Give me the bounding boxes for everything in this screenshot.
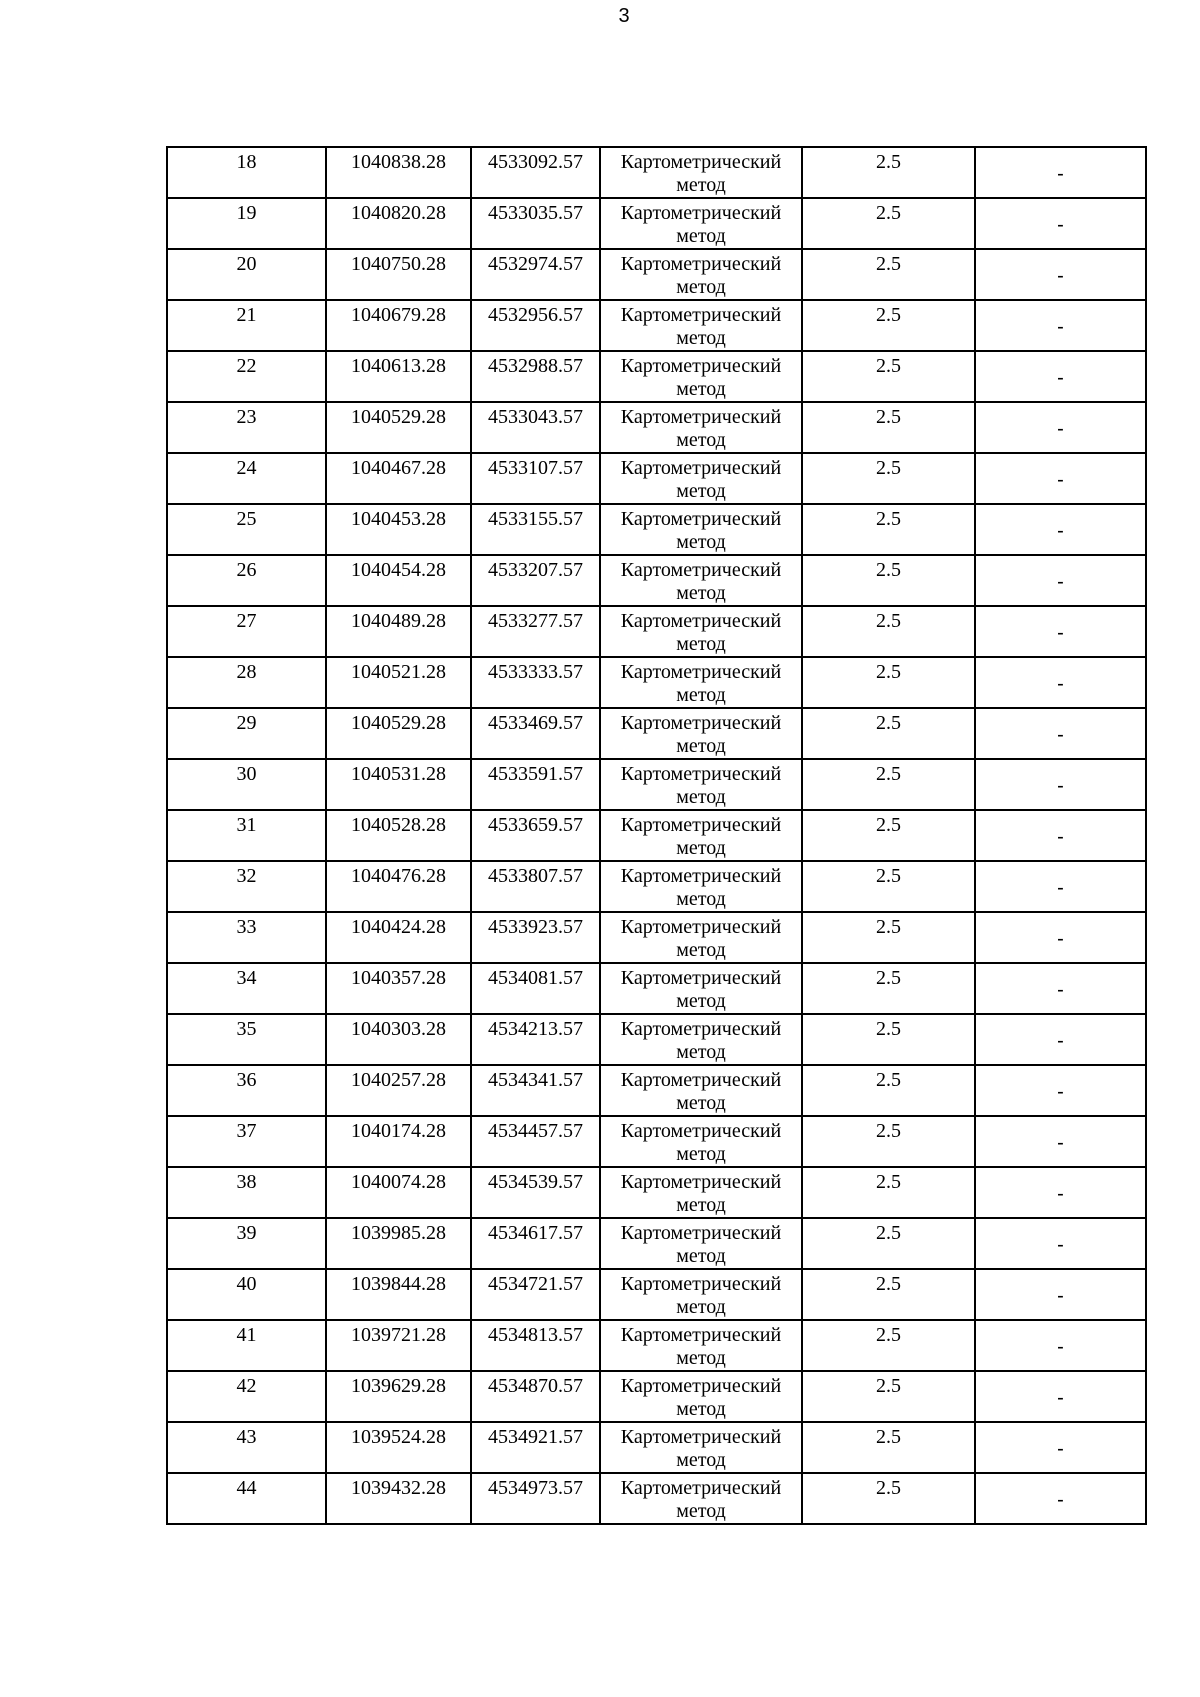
y-coordinate-cell: 4533207.57 bbox=[471, 555, 600, 606]
method-cell bbox=[600, 1320, 802, 1371]
method-line-1: Картометрический bbox=[620, 406, 782, 428]
x-coordinate-cell: 1039721.28 bbox=[326, 1320, 471, 1371]
point-number-cell: 22 bbox=[167, 351, 326, 402]
table-row bbox=[167, 402, 1146, 453]
accuracy-cell: 2.5 bbox=[802, 300, 975, 351]
method-cell bbox=[600, 861, 802, 912]
note-cell: - bbox=[975, 351, 1146, 402]
table-row bbox=[167, 912, 1146, 963]
table-row bbox=[167, 1422, 1146, 1473]
x-coordinate-cell: 1040529.28 bbox=[326, 402, 471, 453]
note-cell: - bbox=[975, 1116, 1146, 1167]
method-line-1: Картометрический bbox=[620, 457, 782, 479]
point-number-cell: 28 bbox=[167, 657, 326, 708]
method-line-2: метод bbox=[676, 1500, 726, 1522]
method-cell bbox=[600, 1014, 802, 1065]
table-row bbox=[167, 1065, 1146, 1116]
method-cell bbox=[600, 963, 802, 1014]
note-cell: - bbox=[975, 1167, 1146, 1218]
method-cell bbox=[600, 759, 802, 810]
x-coordinate-cell: 1040679.28 bbox=[326, 300, 471, 351]
accuracy-cell: 2.5 bbox=[802, 861, 975, 912]
method-cell bbox=[600, 198, 802, 249]
accuracy-cell: 2.5 bbox=[802, 249, 975, 300]
note-cell: - bbox=[975, 861, 1146, 912]
point-number-cell: 32 bbox=[167, 861, 326, 912]
accuracy-cell: 2.5 bbox=[802, 1473, 975, 1524]
accuracy-cell: 2.5 bbox=[802, 198, 975, 249]
y-coordinate-cell: 4533277.57 bbox=[471, 606, 600, 657]
method-line-1: Картометрический bbox=[620, 967, 782, 989]
x-coordinate-cell: 1040531.28 bbox=[326, 759, 471, 810]
note-cell: - bbox=[975, 1065, 1146, 1116]
method-line-2: метод bbox=[676, 684, 726, 706]
note-cell: - bbox=[975, 1014, 1146, 1065]
coordinates-table bbox=[166, 146, 1147, 1525]
accuracy-cell: 2.5 bbox=[802, 657, 975, 708]
note-cell: - bbox=[975, 912, 1146, 963]
method-line-1: Картометрический bbox=[620, 610, 782, 632]
table-row bbox=[167, 300, 1146, 351]
method-line-1: Картометрический bbox=[620, 151, 782, 173]
x-coordinate-cell: 1040357.28 bbox=[326, 963, 471, 1014]
method-line-1: Картометрический bbox=[620, 661, 782, 683]
method-line-1: Картометрический bbox=[620, 814, 782, 836]
y-coordinate-cell: 4534617.57 bbox=[471, 1218, 600, 1269]
note-cell: - bbox=[975, 1320, 1146, 1371]
accuracy-cell: 2.5 bbox=[802, 504, 975, 555]
accuracy-cell: 2.5 bbox=[802, 759, 975, 810]
method-cell bbox=[600, 147, 802, 198]
note-cell: - bbox=[975, 708, 1146, 759]
accuracy-cell: 2.5 bbox=[802, 555, 975, 606]
method-line-2: метод bbox=[676, 1398, 726, 1420]
page-number: 3 bbox=[618, 5, 630, 27]
y-coordinate-cell: 4533807.57 bbox=[471, 861, 600, 912]
point-number-cell: 35 bbox=[167, 1014, 326, 1065]
method-line-2: метод bbox=[676, 429, 726, 451]
x-coordinate-cell: 1040424.28 bbox=[326, 912, 471, 963]
method-line-2: метод bbox=[676, 837, 726, 859]
method-cell bbox=[600, 249, 802, 300]
method-line-1: Картометрический bbox=[620, 355, 782, 377]
table-row bbox=[167, 147, 1146, 198]
table-row bbox=[167, 1473, 1146, 1524]
point-number-cell: 43 bbox=[167, 1422, 326, 1473]
x-coordinate-cell: 1040750.28 bbox=[326, 249, 471, 300]
x-coordinate-cell: 1039629.28 bbox=[326, 1371, 471, 1422]
method-line-2: метод bbox=[676, 582, 726, 604]
method-line-1: Картометрический bbox=[620, 1426, 782, 1448]
method-line-2: метод bbox=[676, 1092, 726, 1114]
method-line-2: метод bbox=[676, 735, 726, 757]
method-line-2: метод bbox=[676, 1296, 726, 1318]
table-row bbox=[167, 657, 1146, 708]
table-row bbox=[167, 861, 1146, 912]
y-coordinate-cell: 4534921.57 bbox=[471, 1422, 600, 1473]
point-number-cell: 21 bbox=[167, 300, 326, 351]
point-number-cell: 42 bbox=[167, 1371, 326, 1422]
point-number-cell: 33 bbox=[167, 912, 326, 963]
method-line-1: Картометрический bbox=[620, 1069, 782, 1091]
method-line-2: метод bbox=[676, 1449, 726, 1471]
y-coordinate-cell: 4534870.57 bbox=[471, 1371, 600, 1422]
method-cell bbox=[600, 351, 802, 402]
method-cell bbox=[600, 1218, 802, 1269]
method-line-2: метод bbox=[676, 378, 726, 400]
note-cell: - bbox=[975, 300, 1146, 351]
method-line-2: метод bbox=[676, 633, 726, 655]
y-coordinate-cell: 4534341.57 bbox=[471, 1065, 600, 1116]
method-cell bbox=[600, 708, 802, 759]
table-row bbox=[167, 606, 1146, 657]
table-row bbox=[167, 759, 1146, 810]
accuracy-cell: 2.5 bbox=[802, 1065, 975, 1116]
method-line-1: Картометрический bbox=[620, 253, 782, 275]
table-row bbox=[167, 504, 1146, 555]
method-cell bbox=[600, 1269, 802, 1320]
x-coordinate-cell: 1040467.28 bbox=[326, 453, 471, 504]
y-coordinate-cell: 4534721.57 bbox=[471, 1269, 600, 1320]
accuracy-cell: 2.5 bbox=[802, 147, 975, 198]
method-line-2: метод bbox=[676, 327, 726, 349]
method-line-1: Картометрический bbox=[620, 1120, 782, 1142]
accuracy-cell: 2.5 bbox=[802, 1422, 975, 1473]
note-cell: - bbox=[975, 606, 1146, 657]
method-line-2: метод bbox=[676, 1143, 726, 1165]
point-number-cell: 18 bbox=[167, 147, 326, 198]
note-cell: - bbox=[975, 810, 1146, 861]
method-cell bbox=[600, 402, 802, 453]
note-cell: - bbox=[975, 147, 1146, 198]
method-cell bbox=[600, 300, 802, 351]
y-coordinate-cell: 4533155.57 bbox=[471, 504, 600, 555]
y-coordinate-cell: 4533659.57 bbox=[471, 810, 600, 861]
accuracy-cell: 2.5 bbox=[802, 402, 975, 453]
method-line-1: Картометрический bbox=[620, 763, 782, 785]
table-row bbox=[167, 351, 1146, 402]
method-cell bbox=[600, 912, 802, 963]
method-line-2: метод bbox=[676, 990, 726, 1012]
method-cell bbox=[600, 606, 802, 657]
table-row bbox=[167, 198, 1146, 249]
y-coordinate-cell: 4533092.57 bbox=[471, 147, 600, 198]
x-coordinate-cell: 1040521.28 bbox=[326, 657, 471, 708]
table-row bbox=[167, 1014, 1146, 1065]
note-cell: - bbox=[975, 1218, 1146, 1269]
y-coordinate-cell: 4533333.57 bbox=[471, 657, 600, 708]
method-line-2: метод bbox=[676, 276, 726, 298]
coordinates-table-body bbox=[167, 147, 1146, 1524]
point-number-cell: 25 bbox=[167, 504, 326, 555]
table-row bbox=[167, 1269, 1146, 1320]
accuracy-cell: 2.5 bbox=[802, 1320, 975, 1371]
method-line-2: метод bbox=[676, 174, 726, 196]
method-line-2: метод bbox=[676, 480, 726, 502]
x-coordinate-cell: 1040529.28 bbox=[326, 708, 471, 759]
accuracy-cell: 2.5 bbox=[802, 810, 975, 861]
method-cell bbox=[600, 657, 802, 708]
x-coordinate-cell: 1040838.28 bbox=[326, 147, 471, 198]
table-row bbox=[167, 1116, 1146, 1167]
table-row bbox=[167, 708, 1146, 759]
y-coordinate-cell: 4532974.57 bbox=[471, 249, 600, 300]
method-line-2: метод bbox=[676, 888, 726, 910]
y-coordinate-cell: 4533035.57 bbox=[471, 198, 600, 249]
x-coordinate-cell: 1040476.28 bbox=[326, 861, 471, 912]
accuracy-cell: 2.5 bbox=[802, 1116, 975, 1167]
y-coordinate-cell: 4534213.57 bbox=[471, 1014, 600, 1065]
method-line-1: Картометрический bbox=[620, 1375, 782, 1397]
method-cell bbox=[600, 810, 802, 861]
method-cell bbox=[600, 1065, 802, 1116]
y-coordinate-cell: 4534813.57 bbox=[471, 1320, 600, 1371]
method-line-2: метод bbox=[676, 1041, 726, 1063]
table-row bbox=[167, 1218, 1146, 1269]
method-line-1: Картометрический bbox=[620, 508, 782, 530]
method-line-1: Картометрический bbox=[620, 202, 782, 224]
method-line-2: метод bbox=[676, 1194, 726, 1216]
table-row bbox=[167, 453, 1146, 504]
y-coordinate-cell: 4533469.57 bbox=[471, 708, 600, 759]
y-coordinate-cell: 4532988.57 bbox=[471, 351, 600, 402]
table-row bbox=[167, 1320, 1146, 1371]
table-row bbox=[167, 249, 1146, 300]
accuracy-cell: 2.5 bbox=[802, 1167, 975, 1218]
accuracy-cell: 2.5 bbox=[802, 1269, 975, 1320]
point-number-cell: 34 bbox=[167, 963, 326, 1014]
point-number-cell: 40 bbox=[167, 1269, 326, 1320]
accuracy-cell: 2.5 bbox=[802, 351, 975, 402]
x-coordinate-cell: 1040613.28 bbox=[326, 351, 471, 402]
method-line-1: Картометрический bbox=[620, 1171, 782, 1193]
accuracy-cell: 2.5 bbox=[802, 708, 975, 759]
x-coordinate-cell: 1040074.28 bbox=[326, 1167, 471, 1218]
point-number-cell: 44 bbox=[167, 1473, 326, 1524]
method-cell bbox=[600, 453, 802, 504]
note-cell: - bbox=[975, 198, 1146, 249]
point-number-cell: 41 bbox=[167, 1320, 326, 1371]
y-coordinate-cell: 4533923.57 bbox=[471, 912, 600, 963]
note-cell: - bbox=[975, 657, 1146, 708]
method-line-1: Картометрический bbox=[620, 1324, 782, 1346]
method-line-1: Картометрический bbox=[620, 1477, 782, 1499]
method-line-1: Картометрический bbox=[620, 559, 782, 581]
note-cell: - bbox=[975, 453, 1146, 504]
point-number-cell: 36 bbox=[167, 1065, 326, 1116]
method-line-2: метод bbox=[676, 939, 726, 961]
y-coordinate-cell: 4533591.57 bbox=[471, 759, 600, 810]
method-line-1: Картометрический bbox=[620, 1273, 782, 1295]
table-row bbox=[167, 963, 1146, 1014]
method-cell bbox=[600, 1422, 802, 1473]
accuracy-cell: 2.5 bbox=[802, 1218, 975, 1269]
table-row bbox=[167, 1167, 1146, 1218]
method-line-1: Картометрический bbox=[620, 1018, 782, 1040]
point-number-cell: 37 bbox=[167, 1116, 326, 1167]
y-coordinate-cell: 4533107.57 bbox=[471, 453, 600, 504]
method-line-2: метод bbox=[676, 1347, 726, 1369]
accuracy-cell: 2.5 bbox=[802, 453, 975, 504]
note-cell: - bbox=[975, 759, 1146, 810]
x-coordinate-cell: 1040489.28 bbox=[326, 606, 471, 657]
x-coordinate-cell: 1039844.28 bbox=[326, 1269, 471, 1320]
accuracy-cell: 2.5 bbox=[802, 1371, 975, 1422]
note-cell: - bbox=[975, 1371, 1146, 1422]
point-number-cell: 27 bbox=[167, 606, 326, 657]
point-number-cell: 26 bbox=[167, 555, 326, 606]
note-cell: - bbox=[975, 249, 1146, 300]
accuracy-cell: 2.5 bbox=[802, 912, 975, 963]
point-number-cell: 39 bbox=[167, 1218, 326, 1269]
note-cell: - bbox=[975, 555, 1146, 606]
x-coordinate-cell: 1040454.28 bbox=[326, 555, 471, 606]
method-cell bbox=[600, 1167, 802, 1218]
point-number-cell: 24 bbox=[167, 453, 326, 504]
method-line-2: метод bbox=[676, 531, 726, 553]
method-line-1: Картометрический bbox=[620, 865, 782, 887]
note-cell: - bbox=[975, 1422, 1146, 1473]
x-coordinate-cell: 1039985.28 bbox=[326, 1218, 471, 1269]
method-cell bbox=[600, 504, 802, 555]
x-coordinate-cell: 1040820.28 bbox=[326, 198, 471, 249]
note-cell: - bbox=[975, 963, 1146, 1014]
table-row bbox=[167, 555, 1146, 606]
note-cell: - bbox=[975, 504, 1146, 555]
accuracy-cell: 2.5 bbox=[802, 1014, 975, 1065]
y-coordinate-cell: 4533043.57 bbox=[471, 402, 600, 453]
table-row bbox=[167, 1371, 1146, 1422]
x-coordinate-cell: 1039432.28 bbox=[326, 1473, 471, 1524]
method-line-1: Картометрический bbox=[620, 916, 782, 938]
y-coordinate-cell: 4534973.57 bbox=[471, 1473, 600, 1524]
method-line-2: метод bbox=[676, 786, 726, 808]
accuracy-cell: 2.5 bbox=[802, 963, 975, 1014]
method-line-2: метод bbox=[676, 225, 726, 247]
method-cell bbox=[600, 1371, 802, 1422]
method-line-1: Картометрический bbox=[620, 304, 782, 326]
note-cell: - bbox=[975, 402, 1146, 453]
point-number-cell: 23 bbox=[167, 402, 326, 453]
y-coordinate-cell: 4534457.57 bbox=[471, 1116, 600, 1167]
point-number-cell: 38 bbox=[167, 1167, 326, 1218]
method-cell bbox=[600, 1116, 802, 1167]
method-cell bbox=[600, 1473, 802, 1524]
y-coordinate-cell: 4534081.57 bbox=[471, 963, 600, 1014]
point-number-cell: 31 bbox=[167, 810, 326, 861]
x-coordinate-cell: 1040303.28 bbox=[326, 1014, 471, 1065]
x-coordinate-cell: 1040453.28 bbox=[326, 504, 471, 555]
method-line-1: Картометрический bbox=[620, 712, 782, 734]
point-number-cell: 30 bbox=[167, 759, 326, 810]
accuracy-cell: 2.5 bbox=[802, 606, 975, 657]
x-coordinate-cell: 1040257.28 bbox=[326, 1065, 471, 1116]
table-row bbox=[167, 810, 1146, 861]
y-coordinate-cell: 4532956.57 bbox=[471, 300, 600, 351]
point-number-cell: 29 bbox=[167, 708, 326, 759]
method-line-2: метод bbox=[676, 1245, 726, 1267]
point-number-cell: 19 bbox=[167, 198, 326, 249]
x-coordinate-cell: 1040174.28 bbox=[326, 1116, 471, 1167]
x-coordinate-cell: 1039524.28 bbox=[326, 1422, 471, 1473]
method-cell bbox=[600, 555, 802, 606]
x-coordinate-cell: 1040528.28 bbox=[326, 810, 471, 861]
point-number-cell: 20 bbox=[167, 249, 326, 300]
method-line-1: Картометрический bbox=[620, 1222, 782, 1244]
y-coordinate-cell: 4534539.57 bbox=[471, 1167, 600, 1218]
note-cell: - bbox=[975, 1269, 1146, 1320]
note-cell: - bbox=[975, 1473, 1146, 1524]
